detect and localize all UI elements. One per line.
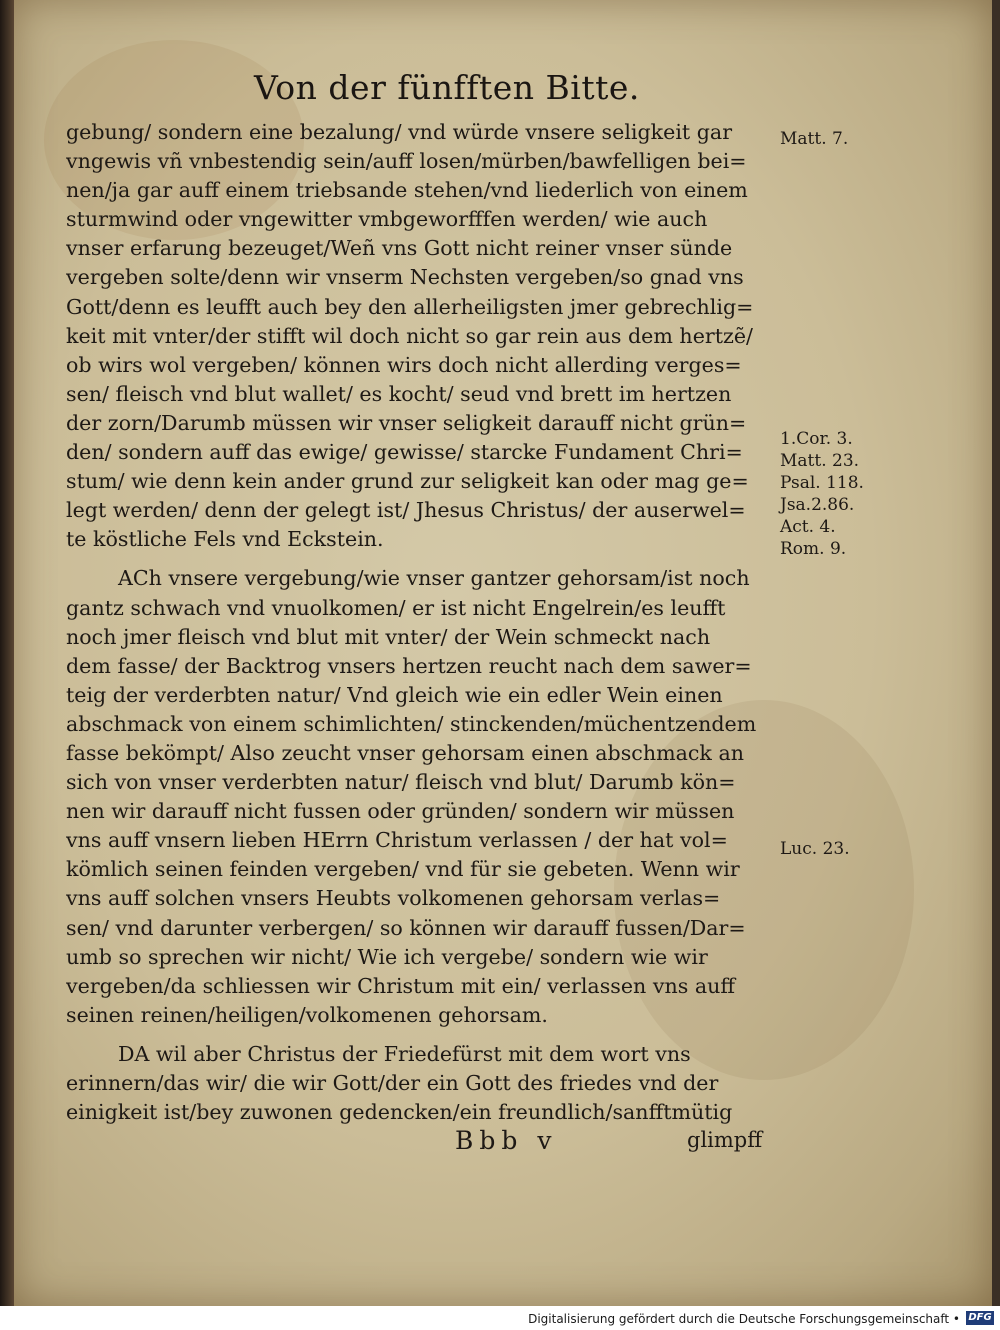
text-line: seinen reinen/heiligen/volkomenen gehorsam. xyxy=(66,1002,548,1027)
text-line: sich von vnser verderbten natur/ fleisch vnd blut/ Darumb kön= xyxy=(66,770,736,795)
text-line: dem fasse/ der Backtrog vnsers hertzen reucht nach dem sawer= xyxy=(66,653,752,678)
text-line: teig der verderbten natur/ Vnd gleich wie ein edler Wein einen xyxy=(66,682,723,707)
text-line: vngewis vñ vnbestendig sein/auff losen/mürben/bawfelligen bei= xyxy=(66,149,747,174)
text-line: kömlich seinen feinden vergeben/ vnd für sie gebeten. Wenn wir xyxy=(66,857,740,882)
margin-notes-middle xyxy=(780,428,890,560)
text-line: vns auff solchen vnsers Heubts volkomenen gehorsam verlas= xyxy=(66,886,721,911)
margin-note: 1.Cor. 3. xyxy=(780,429,853,449)
text-line: umb so sprechen wir nicht/ Wie ich vergebe/ sondern wie wir xyxy=(66,944,708,969)
text-line: nen/ja gar auff einem triebsande stehen/vnd liederlich von einem xyxy=(66,178,748,203)
text-line: Gott/denn es leufft auch bey den allerheiligsten jmer gebrechlig= xyxy=(66,294,754,319)
dfg-logo: DFG xyxy=(966,1311,994,1325)
text-line: abschmack von einem schimlichten/ stinckenden/müchentzendem xyxy=(66,711,757,736)
text-line: gantz schwach vnd vnuolkomen/ er ist nicht Engelrein/es leufft xyxy=(66,595,726,620)
paragraph-1 xyxy=(66,118,778,554)
text-line: vns auff vnsern lieben HErrn Christum verlassen / der hat vol= xyxy=(66,828,728,853)
funding-notice: Digitalisierung gefördert durch die Deutsche Forschungsgemeinschaft • xyxy=(528,1312,960,1326)
text-line: der zorn/Darumb müssen wir vnser seligkeit darauff nicht grün= xyxy=(66,410,747,435)
text-line: erinnern/das wir/ die wir Gott/der ein Gott des friedes vnd der xyxy=(66,1071,719,1095)
text-line: vergeben solte/denn wir vnserm Nechsten vergeben/so gnad vns xyxy=(66,265,744,290)
text-line: ACh vnsere vergebung/wie vnser gantzer gehorsam/ist noch xyxy=(118,566,750,591)
margin-note: Act. 4. xyxy=(780,517,836,537)
text-line: sturmwind oder vngewitter vmbgeworfffen werden/ wie auch xyxy=(66,207,708,232)
margin-note: Matt. 23. xyxy=(780,451,860,471)
margin-note: Matt. 7. xyxy=(780,129,849,149)
text-line: vnser erfarung bezeuget/Weñ vns Gott nicht reiner vnser sünde xyxy=(66,236,733,261)
text-line: einigkeit ist/bey zuwonen gedencken/ein freundlich/sanfftmütig xyxy=(66,1100,733,1125)
text-line: DA wil aber Christus der Friedefürst mit dem wort vns xyxy=(118,1041,691,1066)
text-line: nen wir darauff nicht fussen oder gründen/ sondern wir müssen xyxy=(66,799,735,824)
margin-note: Luc. 23. xyxy=(780,839,850,859)
paragraph-2 xyxy=(66,564,778,1030)
paragraph-3 xyxy=(66,1040,778,1127)
text-line: te köstliche Fels vnd Eckstein. xyxy=(66,527,384,552)
text-line: noch jmer fleisch vnd blut mit vnter/ der Wein schmeckt nach xyxy=(66,624,711,649)
text-line: sen/ vnd darunter verbergen/ so können wir darauff fussen/Dar= xyxy=(66,915,746,940)
margin-note: Jsa.2.86. xyxy=(780,495,855,515)
margin-notes-bottom xyxy=(780,838,890,860)
running-header: Von der fünfften Bitte. xyxy=(254,68,640,107)
signature-mark: Bbb v xyxy=(455,1126,558,1155)
text-line: keit mit vnter/der stifft wil doch nicht so gar rein aus dem hertzẽ/ xyxy=(66,323,753,348)
binding-edge xyxy=(0,0,14,1306)
text-line: gebung/ sondern eine bezalung/ vnd würde vnsere seligkeit gar xyxy=(66,120,733,144)
margin-note: Psal. 118. xyxy=(780,473,864,493)
text-line: ob wirs wol vergeben/ können wirs doch nicht allerding verges= xyxy=(66,352,742,377)
footer-bar xyxy=(0,1306,1000,1330)
text-line: den/ sondern auff das ewige/ gewisse/ starcke Fundament Chri= xyxy=(66,440,743,465)
text-line: vergeben/da schliessen wir Christum mit ein/ verlassen vns auff xyxy=(66,973,736,998)
text-line: legt werden/ denn der gelegt ist/ Jhesus Christus/ der auserwel= xyxy=(66,498,746,523)
catchword: glimpff xyxy=(687,1128,763,1152)
margin-note: Rom. 9. xyxy=(780,539,847,559)
margin-notes-top xyxy=(780,128,890,150)
text-line: fasse bekömpt/ Also zeucht vnser gehorsam einen abschmack an xyxy=(66,740,744,765)
text-line: stum/ wie denn kein ander grund zur seligkeit kan oder mag ge= xyxy=(66,469,749,494)
text-line: sen/ fleisch vnd blut wallet/ es kocht/ seud vnd brett im hertzen xyxy=(66,381,732,406)
body-text xyxy=(66,118,778,1127)
